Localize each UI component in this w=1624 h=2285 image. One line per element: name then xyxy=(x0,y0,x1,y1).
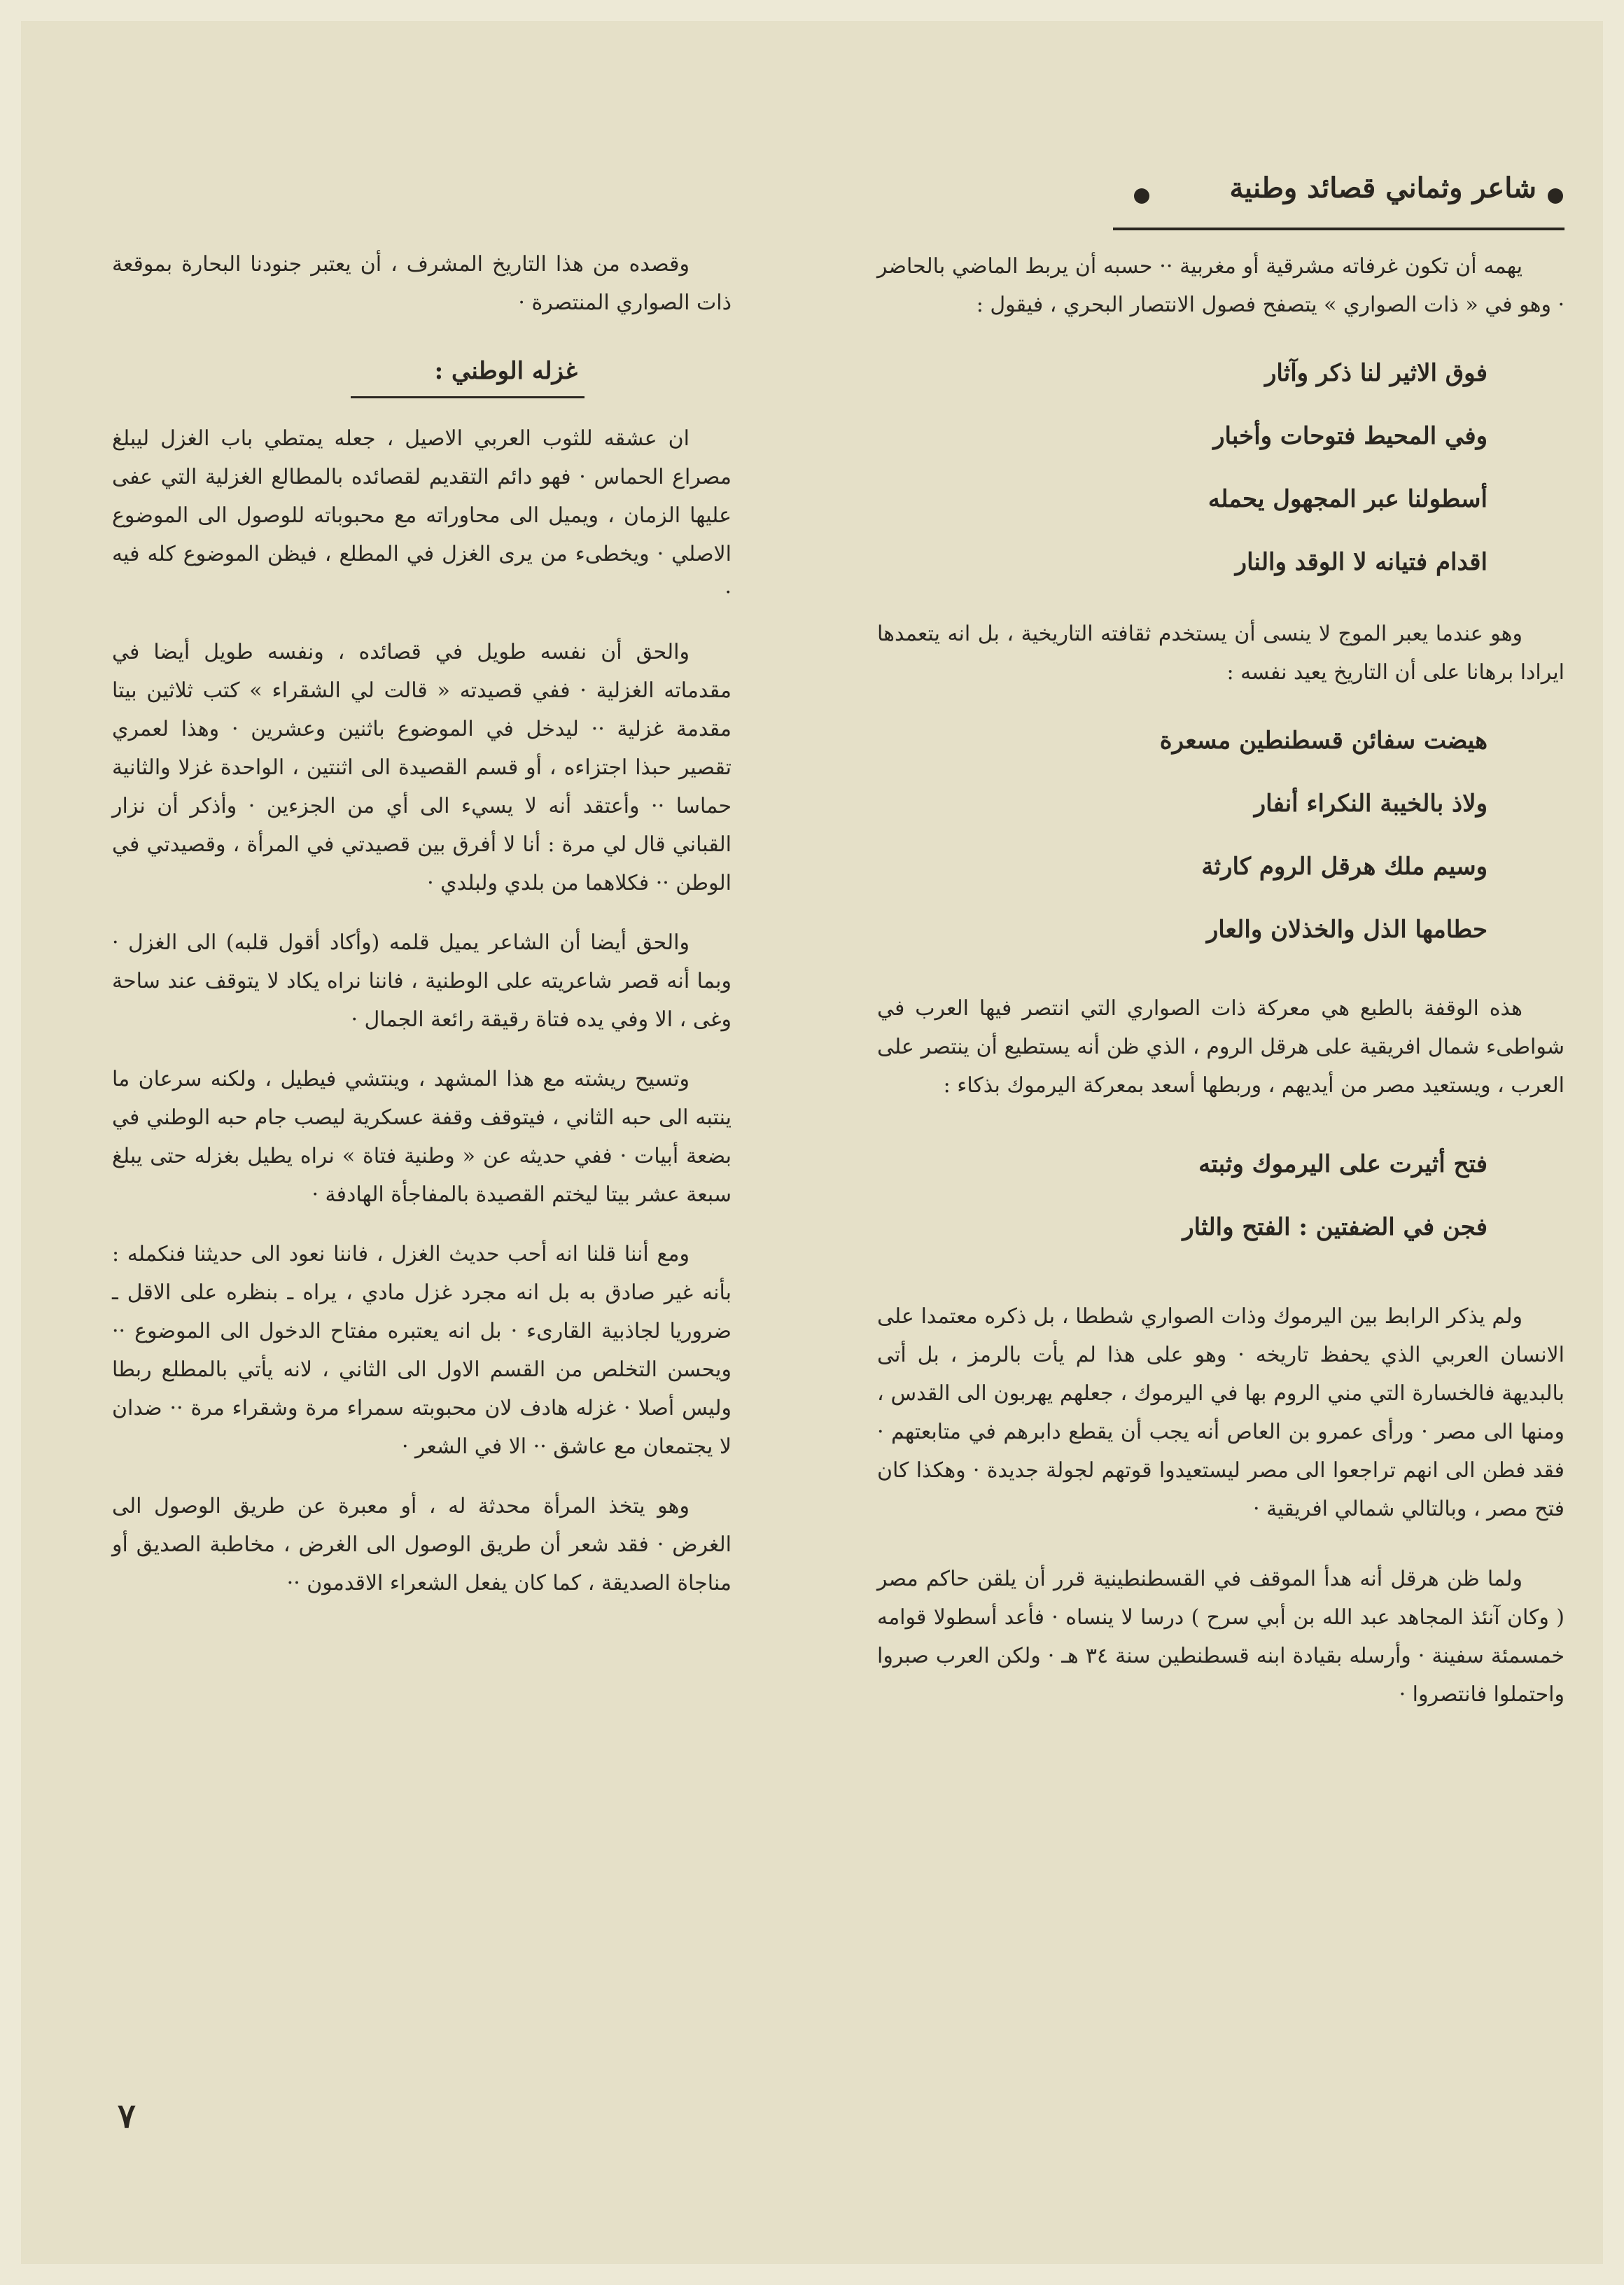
subheading-wrap xyxy=(112,350,732,398)
verse-line: فتح أثيرت على اليرموك وثبته xyxy=(1198,1150,1488,1178)
paragraph: يهمه أن تكون غرفاته مشرقية أو مغربية ·· حسبه أن يربط الماضي بالحاضر · وهو في « ذات الصواري » يتصفح فصول الانتصار البحري ، فيقول : xyxy=(877,254,1564,317)
paragraph: ولم يذكر الرابط بين اليرموك وذات الصواري شططا ، بل ذكره معتمدا على الانسان العربي الذي يحفظ تاريخه · وهو على هذا لم يأت بالرمز ، بل أتى بالبديهة فالخسارة التي مني الروم بها في اليرموك ، جعلهم يهربون الى القدس ، ومنها الى مصر · ورأى عمرو بن العاص أنه يجب أن يقطع دابرهم في متابعتهم · فقد فطن الى انهم تراجعوا الى مصر ليستعيدوا قوتهم لجولة جديدة · وهكذا كان فتح مصر ، وبالتالي شمالي افريقية · xyxy=(877,1304,1565,1521)
verse-line: وسيم ملك هرقل الروم كارثة xyxy=(1201,853,1488,881)
verse-block xyxy=(877,709,1564,961)
paragraph: والحق أن نفسه طويل في قصائده ، ونفسه طويل أيضا في مقدماته الغزلية · ففي قصيدته « قالت لي الشقراء » كتب ثلاثين بيتا مقدمة غزلية ·· ليدخل في الموضوع باثنين وعشرين · وهذا لعمري تقصير حبذا اجتزاءه ، أو قسم القصيدة الى اثنتين ، الواحدة غزلا والثانية حماسا ·· وأعتقد أنه لا يسيء الى أي من الجزءين · وأذكر أن نزار القباني قال لي مرة : أنا لا أفرق بين قصيدتي في المرأة ، وقصيدتي في الوطن ·· فكلاهما من بلدي ولبلدي · xyxy=(112,640,732,895)
verse-line: هيضت سفائن قسطنطين مسعرة xyxy=(1159,727,1488,755)
paragraph: وهو عندما يعبر الموج لا ينسى أن يستخدم ثقافته التاريخية ، بل انه يتعمدها ايرادا برهانا على أن التاريخ يعيد نفسه : xyxy=(877,622,1564,685)
paragraph: ولما ظن هرقل أنه هدأ الموقف في القسطنطينية قرر أن يلقن حاكم مصر ( وكان آنئذ المجاهد عبد الله بن أبي سرح ) درسا لا ينساه · فأعد أسطولا قوامه خمسمئة سفينة · وأرسله بقيادة ابنه قسطنطين سنة ٣٤ هـ · ولكن العرب صبروا واحتملوا فانتصروا · xyxy=(877,1567,1564,1707)
right-column xyxy=(877,158,1564,1714)
subheading: غزله الوطني : xyxy=(351,350,584,398)
paragraph: ومع أننا قلنا انه أحب حديث الغزل ، فاننا نعود الى حديثنا فنكمله : بأنه غير صادق به بل انه مجرد غزل مادي ، يراه ـ بنظره على الاقل ـ ضروريا لجاذبية القارىء · بل انه يعتبره مفتاح الدخول الى الموضوع ·· ويحسن التخلص من القسم الاول الى الثاني ، لانه يأتي بالمطلع ربطا وليس أصلا · غزله هادف لان محبوبته سمراء مرة وشقراء مرة ·· ضدان لا يجتمعان مع عاشق ·· الا في الشعر · xyxy=(112,1242,732,1459)
left-column xyxy=(112,245,732,1602)
verse-block xyxy=(877,1133,1564,1259)
verse-line: اقدام فتيانه لا الوقد والنار xyxy=(1235,548,1488,576)
verse-line: فوق الاثير لنا ذكر وآثار xyxy=(1264,359,1488,387)
verse-block xyxy=(877,342,1564,594)
verse-line: وفي المحيط فتوحات وأخبار xyxy=(1213,422,1488,450)
verse-line: ولاذ بالخيبة النكراء أنفار xyxy=(1254,790,1488,818)
paragraph: وهو يتخذ المرأة محدثة له ، أو معبرة عن طريق الوصول الى الغرض · فقد شعر أن طريق الوصول الى الغرض ، مخاطبة الصديق أو مناجاة الصديقة ، كما كان يفعل الشعراء الاقدمون ·· xyxy=(112,1494,732,1595)
paragraph: وتسيح ريشته مع هذا المشهد ، وينتشي فيطيل ، ولكنه سرعان ما ينتبه الى حبه الثاني ، فيتوقف وقفة عسكرية ليصب جام حبه الوطني في بضعة أبيات · ففي حديثه عن « وطنية فتاة » نراه يطيل بغزله حتى يبلغ سبعة عشر بيتا ليختم القصيدة بالمفاجأة الهادفة · xyxy=(112,1067,732,1207)
verse-line: حطامها الذل والخذلان والعار xyxy=(1206,916,1488,944)
paragraph: وقصده من هذا التاريخ المشرف ، أن يعتبر جنودنا البحارة بموقعة ذات الصواري المنتصرة · xyxy=(112,252,732,315)
paragraph: والحق أيضا أن الشاعر يميل قلمه (وأكاد أقول قلبه) الى الغزل · وبما أنه قصر شاعريته على الوطنية ، فاننا نراه يكاد لا يتوقف عند ساحة وغى ، الا وفي يده فتاة رقيقة رائعة الجمال · xyxy=(112,930,732,1032)
header-spacer xyxy=(877,158,1564,247)
paragraph: هذه الوقفة بالطبع هي معركة ذات الصواري التي انتصر فيها العرب في شواطىء شمال افريقية على هرقل الروم ، الذي ظن أنه يستطيع أن ينتصر على العرب ، ويستعيد مصر من أيديهم ، وربطها أسعد بمعركة اليرموك بذكاء : xyxy=(877,996,1564,1098)
paragraph: ان عشقه للثوب العربي الاصيل ، جعله يمتطي باب الغزل ليبلغ مصراع الحماس · فهو دائم التقديم لقصائده بالمطالع الغزلية التي عفى عليها الزمان ، ويميل الى محاوراته مع محبوباته للوصول الى الموضوع الاصلي · ويخطىء من يرى الغزل في المطلع ، فيظن الموضوع كله فيه · xyxy=(112,426,732,605)
verse-line: أسطولنا عبر المجهول يحمله xyxy=(1208,485,1488,513)
section-title: شاعر وثماني قصائد وطنية xyxy=(1229,172,1536,204)
page-number: ٧ xyxy=(118,2097,136,2136)
verse-line: فجن في الضفتين : الفتح والثار xyxy=(1182,1213,1488,1241)
